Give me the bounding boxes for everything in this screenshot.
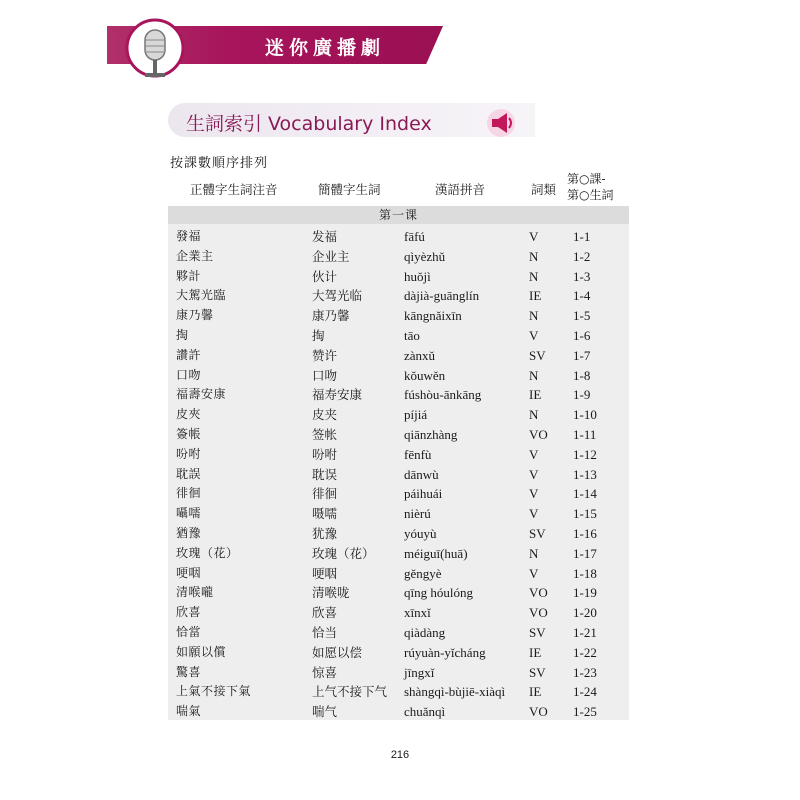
banner-title: 迷你廣播劇 — [265, 37, 386, 59]
table-row — [168, 465, 629, 485]
pinyin-cell: dānwù — [404, 466, 439, 482]
lesson-code-cell: 1-13 — [573, 466, 597, 482]
lesson-code-cell: 1-3 — [573, 268, 591, 284]
simplified-cell: 大驾光临 — [312, 288, 363, 304]
simplified-cell: 口吻 — [312, 367, 338, 383]
simplified-cell: 康乃馨 — [312, 308, 350, 324]
zhuyin-cell: 如願以償 — [176, 644, 227, 659]
lesson-code-cell: 1-17 — [573, 545, 597, 561]
pinyin-cell: kǒuwěn — [404, 367, 446, 383]
vocabulary-table — [168, 206, 629, 720]
zhuyin-cell: 簽帳 — [176, 427, 202, 441]
table-row — [168, 366, 629, 386]
section-heading — [168, 103, 535, 137]
pinyin-cell: qīng hóulóng — [404, 585, 473, 601]
zhuyin-cell: 清喉嚨 — [176, 585, 214, 600]
table-row — [168, 227, 629, 247]
lesson-code-cell: 1-7 — [573, 347, 591, 363]
zhuyin-cell: 大駕光臨 — [176, 288, 227, 303]
zhuyin-cell: 掏 — [176, 328, 189, 342]
pinyin-cell: huǒjì — [404, 268, 431, 284]
pinyin-cell: méiguī(huā) — [404, 545, 468, 561]
simplified-cell: 耽误 — [312, 466, 338, 482]
table-row — [168, 583, 629, 603]
simplified-cell: 哽咽 — [312, 565, 338, 581]
table-row — [168, 663, 629, 683]
word-type-cell: VO — [529, 704, 548, 720]
pinyin-cell: gěngyè — [404, 565, 442, 581]
column-header-pinyin: 漢語拼音 — [435, 182, 486, 197]
zhuyin-cell: 驚喜 — [176, 664, 202, 679]
column-header-simplified: 簡體字生詞 — [318, 182, 381, 197]
pinyin-cell: fāfú — [404, 229, 425, 244]
simplified-cell: 上气不接下气 — [312, 684, 388, 700]
zhuyin-cell: 吩咐 — [176, 446, 202, 461]
table-row — [168, 623, 629, 643]
lesson-code-cell: 1-21 — [573, 625, 597, 640]
word-type-cell: SV — [529, 664, 546, 680]
word-type-cell: V — [529, 486, 539, 502]
column-header-lesson-line1: 第○課- — [567, 172, 606, 186]
table-row — [168, 544, 629, 564]
pinyin-cell: dàjià-guānglín — [404, 288, 480, 304]
table-row — [168, 346, 629, 366]
lesson-group-label: 第一课 — [168, 206, 629, 224]
pinyin-cell: xīnxǐ — [404, 605, 431, 621]
simplified-cell: 如愿以偿 — [312, 644, 363, 660]
section-title: 生詞索引 Vocabulary Index — [186, 113, 432, 135]
word-type-cell: V — [529, 229, 539, 244]
simplified-cell: 玫瑰（花） — [312, 545, 375, 561]
word-type-cell: N — [529, 407, 539, 423]
word-type-cell: V — [529, 466, 539, 482]
microphone-icon — [125, 18, 185, 88]
simplified-cell: 伙计 — [312, 268, 338, 284]
table-row — [168, 682, 629, 702]
pinyin-cell: píjiá — [404, 407, 428, 423]
pinyin-cell: páihuái — [404, 486, 443, 502]
zhuyin-cell: 夥計 — [176, 268, 202, 283]
word-type-cell: SV — [529, 625, 546, 640]
lesson-code-cell: 1-2 — [573, 248, 591, 264]
simplified-cell: 赞许 — [312, 347, 338, 363]
word-type-cell: N — [529, 308, 539, 324]
lesson-code-cell: 1-9 — [573, 387, 591, 403]
word-type-cell: VO — [529, 427, 548, 442]
table-row — [168, 524, 629, 544]
lesson-code-cell: 1-10 — [573, 407, 597, 423]
zhuyin-cell: 上氣不接下氣 — [176, 684, 252, 699]
pinyin-cell: shàngqì-bùjiē-xiàqì — [404, 684, 506, 700]
word-type-cell: N — [529, 268, 539, 284]
table-row — [168, 286, 629, 306]
table-row — [168, 306, 629, 326]
word-type-cell: V — [529, 328, 539, 343]
simplified-cell: 惊喜 — [312, 664, 338, 680]
pinyin-cell: yóuyù — [404, 526, 437, 541]
lesson-code-cell: 1-16 — [573, 526, 597, 541]
lesson-code-cell: 1-1 — [573, 229, 591, 244]
lesson-code-cell: 1-18 — [573, 565, 597, 581]
lesson-code-cell: 1-14 — [573, 486, 597, 502]
word-type-cell: IE — [529, 644, 542, 660]
pinyin-cell: fúshòu-ānkāng — [404, 387, 482, 403]
zhuyin-cell: 福壽安康 — [176, 387, 227, 402]
zhuyin-cell: 哽咽 — [176, 565, 202, 580]
megaphone-icon — [485, 108, 517, 138]
page-number: 216 — [390, 749, 410, 761]
simplified-cell: 吩咐 — [312, 446, 338, 462]
header-banner — [107, 18, 443, 64]
pinyin-cell: qiàdàng — [404, 625, 446, 640]
table-row — [168, 484, 629, 504]
lesson-code-cell: 1-20 — [573, 605, 597, 621]
word-type-cell: VO — [529, 585, 548, 601]
simplified-cell: 掏 — [312, 328, 325, 343]
lesson-code-cell: 1-25 — [573, 704, 597, 720]
pinyin-cell: tāo — [404, 328, 420, 343]
table-row — [168, 564, 629, 584]
pinyin-cell: zànxǔ — [404, 347, 436, 363]
lesson-code-cell: 1-5 — [573, 308, 591, 324]
lesson-code-cell: 1-19 — [573, 585, 597, 601]
zhuyin-cell: 猶豫 — [176, 526, 202, 540]
word-type-cell: VO — [529, 605, 548, 621]
lesson-code-cell: 1-12 — [573, 446, 597, 462]
column-header-lesson-line2: 第○生詞 — [567, 188, 614, 202]
pinyin-cell: rúyuàn-yǐcháng — [404, 644, 486, 660]
simplified-cell: 福寿安康 — [312, 387, 363, 403]
word-type-cell: N — [529, 248, 539, 264]
table-row — [168, 405, 629, 425]
pinyin-cell: jīngxǐ — [404, 664, 435, 680]
zhuyin-cell: 皮夾 — [176, 407, 202, 422]
pinyin-cell: qìyèzhǔ — [404, 248, 446, 264]
zhuyin-cell: 喘氣 — [176, 704, 202, 719]
pinyin-cell: kāngnǎixīn — [404, 308, 462, 324]
word-type-cell: N — [529, 545, 539, 561]
zhuyin-cell: 徘徊 — [176, 486, 202, 501]
simplified-cell: 签帐 — [312, 427, 338, 442]
column-header-zhuyin: 正體字生詞注音 — [190, 182, 278, 197]
table-row — [168, 247, 629, 267]
word-type-cell: V — [529, 506, 539, 522]
simplified-cell: 欣喜 — [312, 605, 338, 621]
zhuyin-cell: 欣喜 — [176, 605, 202, 620]
table-row — [168, 643, 629, 663]
simplified-cell: 恰当 — [312, 625, 338, 640]
zhuyin-cell: 讚許 — [176, 347, 202, 362]
lesson-code-cell: 1-22 — [573, 644, 597, 660]
word-type-cell: IE — [529, 684, 542, 700]
zhuyin-cell: 恰當 — [176, 625, 202, 639]
pinyin-cell: chuǎnqì — [404, 704, 446, 720]
pinyin-cell: fēnfù — [404, 446, 432, 462]
table-row — [168, 326, 629, 346]
word-type-cell: V — [529, 565, 539, 581]
table-row — [168, 603, 629, 623]
simplified-cell: 喘气 — [312, 704, 338, 720]
lesson-code-cell: 1-24 — [573, 684, 597, 700]
simplified-cell: 发福 — [312, 229, 338, 244]
simplified-cell: 清喉咙 — [312, 585, 350, 601]
column-header-lesson — [567, 171, 613, 203]
zhuyin-cell: 玫瑰（花） — [176, 545, 239, 560]
zhuyin-cell: 康乃馨 — [176, 308, 214, 323]
word-type-cell: SV — [529, 347, 546, 363]
lesson-code-cell: 1-11 — [573, 427, 597, 442]
column-header-type: 詞類 — [531, 182, 557, 197]
lesson-code-cell: 1-8 — [573, 367, 591, 383]
zhuyin-cell: 企業主 — [176, 248, 214, 263]
word-type-cell: N — [529, 367, 539, 383]
lesson-code-cell: 1-23 — [573, 664, 597, 680]
pinyin-cell: nièrú — [404, 506, 431, 522]
simplified-cell: 嗫嚅 — [312, 506, 338, 522]
lesson-code-cell: 1-4 — [573, 288, 591, 304]
table-row — [168, 445, 629, 465]
table-row — [168, 702, 629, 722]
simplified-cell: 企业主 — [312, 248, 350, 264]
table-row — [168, 385, 629, 405]
lesson-code-cell: 1-6 — [573, 328, 591, 343]
table-row — [168, 267, 629, 287]
simplified-cell: 犹豫 — [312, 526, 338, 541]
zhuyin-cell: 囁嚅 — [176, 506, 202, 521]
table-row — [168, 425, 629, 445]
sort-order-label: 按課數順序排列 — [170, 156, 269, 171]
zhuyin-cell: 口吻 — [176, 367, 202, 382]
pinyin-cell: qiānzhàng — [404, 427, 458, 442]
zhuyin-cell: 發福 — [176, 229, 202, 243]
word-type-cell: V — [529, 446, 539, 462]
simplified-cell: 徘徊 — [312, 486, 338, 502]
simplified-cell: 皮夹 — [312, 407, 338, 423]
lesson-code-cell: 1-15 — [573, 506, 597, 522]
table-row — [168, 504, 629, 524]
word-type-cell: IE — [529, 387, 542, 403]
word-type-cell: SV — [529, 526, 546, 541]
word-type-cell: IE — [529, 288, 542, 304]
zhuyin-cell: 耽誤 — [176, 466, 202, 481]
